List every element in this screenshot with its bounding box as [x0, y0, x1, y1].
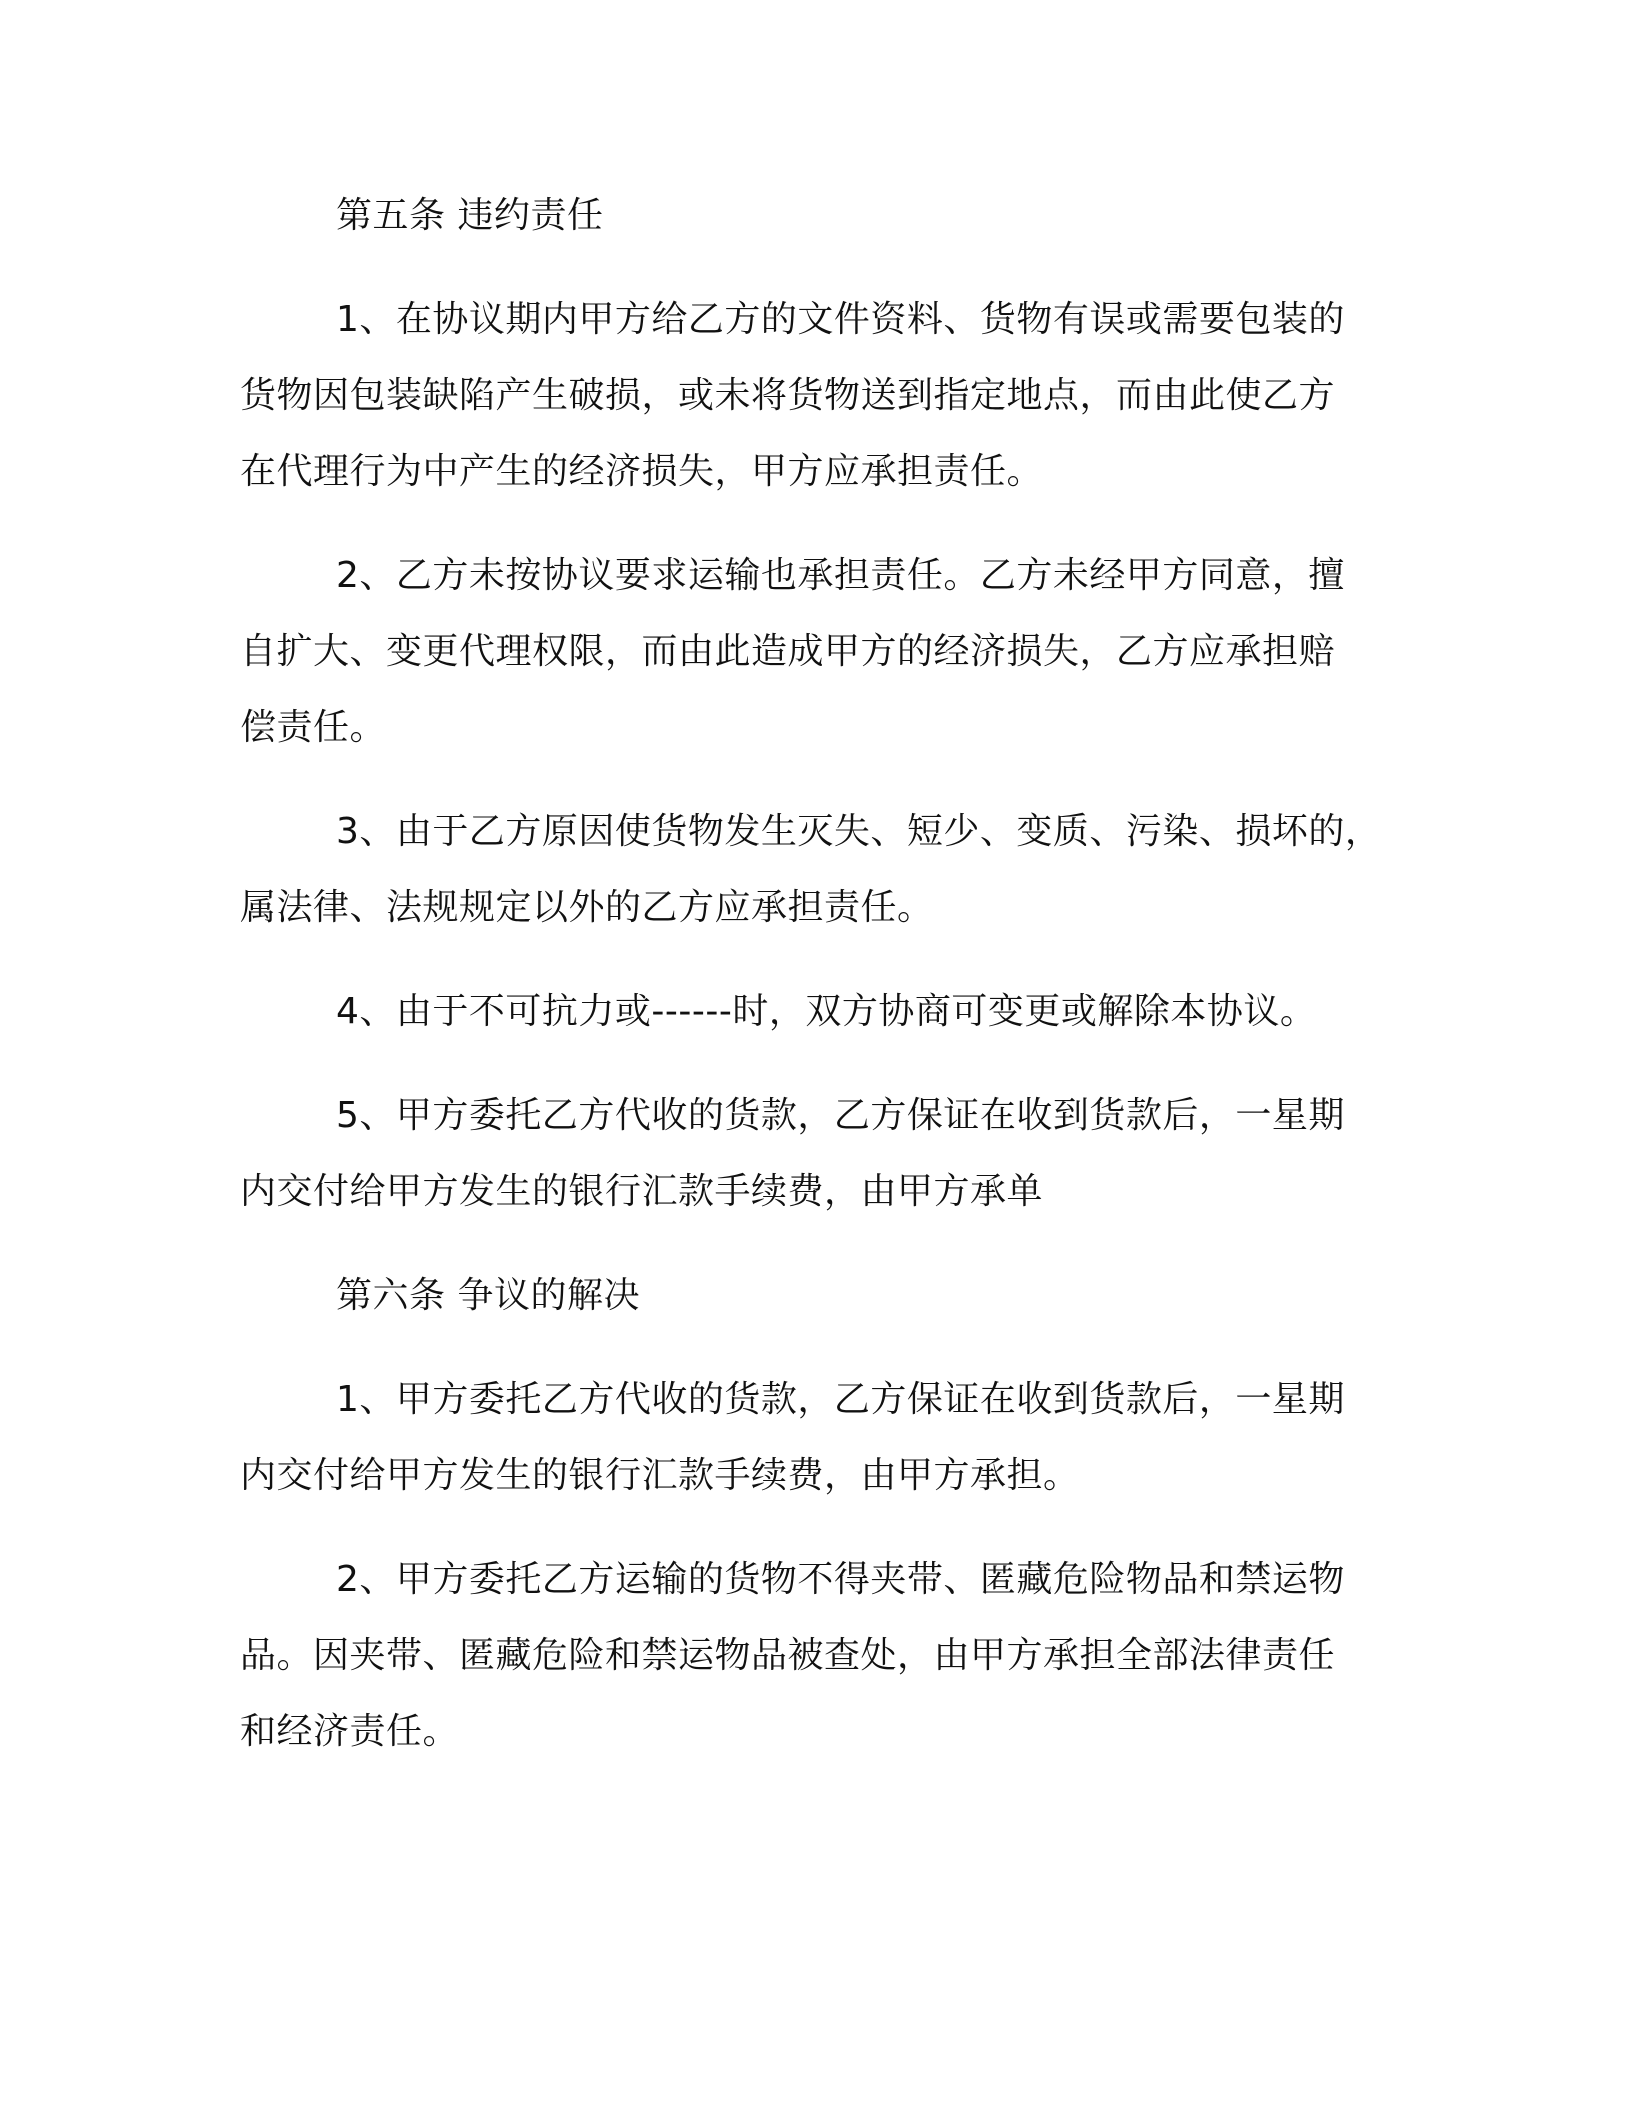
article6-heading: 第六条 争议的解决 [336, 1275, 640, 1316]
article5-item1-line3: 在代理行为中产生的经济损失，甲方应承担责任。 [240, 451, 1044, 492]
article5-item4-line1: 4、由于不可抗力或------时，双方协商可变更或解除本协议。 [336, 991, 1317, 1032]
article6-item2-line3: 和经济责任。 [240, 1711, 460, 1752]
article6-item1-line2: 内交付给甲方发生的银行汇款手续费，由甲方承担。 [240, 1455, 1080, 1496]
article5-item2-line3: 偿责任。 [240, 707, 387, 748]
article5-item2-line2: 自扩大、变更代理权限，而由此造成甲方的经济损失，乙方应承担赔 [240, 631, 1336, 672]
article5-item1-line1: 1、在协议期内甲方给乙方的文件资料、货物有误或需要包装的 [336, 299, 1345, 340]
article5-heading: 第五条 违约责任 [336, 195, 604, 236]
article5-item3-line2: 属法律、法规规定以外的乙方应承担责任。 [240, 887, 934, 928]
article6-item2-line1: 2、甲方委托乙方运输的货物不得夹带、匿藏危险物品和禁运物 [336, 1559, 1345, 1600]
article5-item2-line1: 2、乙方未按协议要求运输也承担责任。乙方未经甲方同意，擅 [336, 555, 1345, 596]
article5-item3-line1: 3、由于乙方原因使货物发生灭失、短少、变质、污染、损坏的， [336, 811, 1382, 852]
article5-item5-line2: 内交付给甲方发生的银行汇款手续费，由甲方承单 [240, 1171, 1044, 1212]
article6-item1-line1: 1、甲方委托乙方代收的货款，乙方保证在收到货款后，一星期 [336, 1379, 1345, 1420]
article5-item1-line2: 货物因包装缺陷产生破损，或未将货物送到指定地点，而由此使乙方 [240, 375, 1336, 416]
article6-item2-line2: 品。因夹带、匿藏危险和禁运物品被查处，由甲方承担全部法律责任 [240, 1635, 1336, 1676]
article5-item5-line1: 5、甲方委托乙方代收的货款，乙方保证在收到货款后，一星期 [336, 1095, 1345, 1136]
